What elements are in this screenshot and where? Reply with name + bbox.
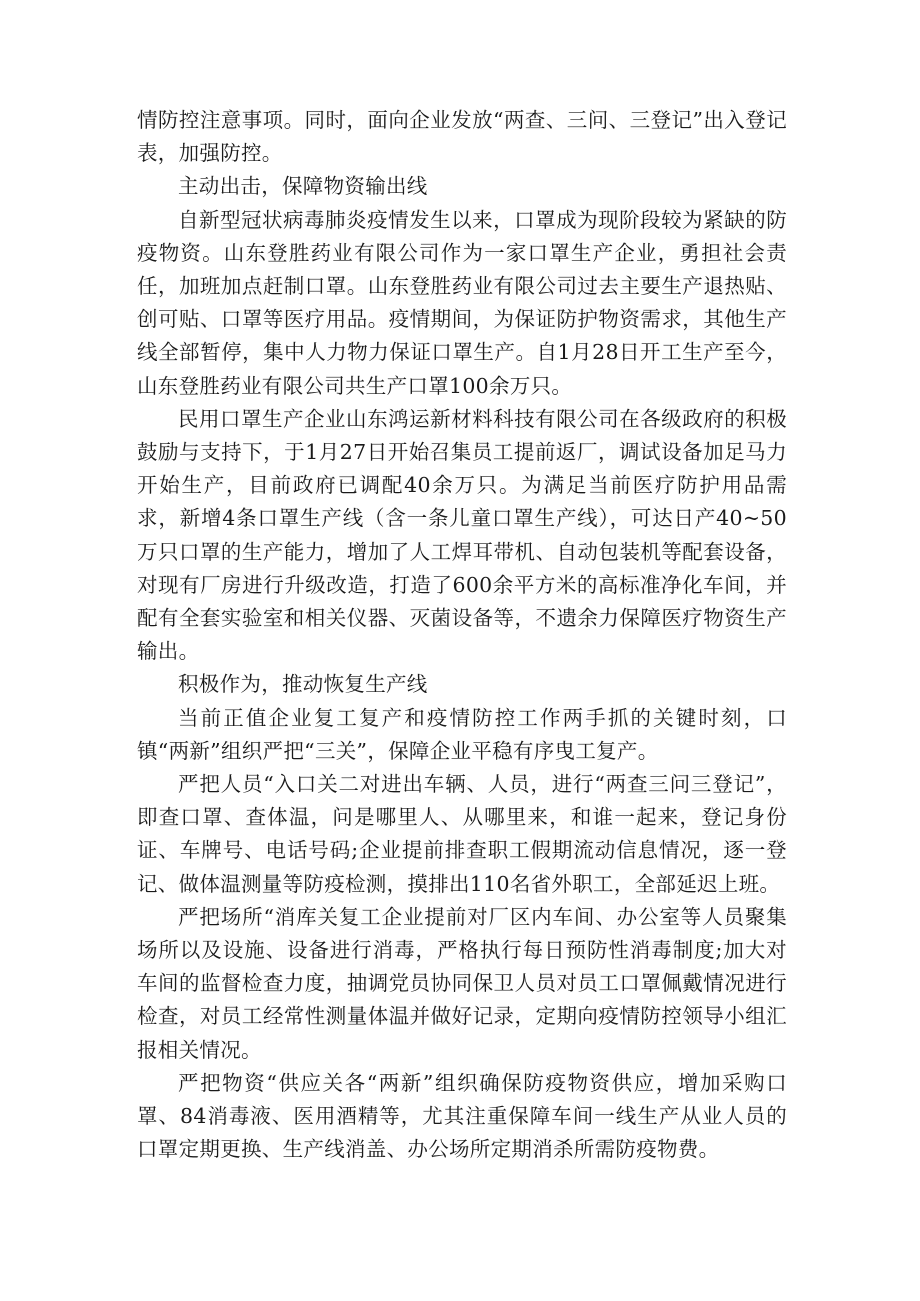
paragraph-personnel: 严把人员“入口关二对进出车辆、人员，进行“两查三问三登记”，即查口罩、查体温，问是哪里人、从哪里来，和谁一起来，登记身份证、车牌号、电话号码;企业提前排查职工假期流动信息情况，逐一登记、做体温测量等防疫检测，摸排出110名省外职工，全部延迟上班。 — [137, 772, 787, 896]
section-heading-supplies: 主动出击，保障物资输出线 — [178, 174, 428, 199]
document-body — [137, 104, 787, 1167]
paragraph-hongyun: 民用口罩生产企业山东鸿运新材料科技有限公司在各级政府的积极鼓励与支持下，于1月27日开始召集员工提前返厂，调试设备加足马力开始生产，目前政府已调配40余万只。为满足当前医疗防护用品需求，新增4条口罩生产线（含一条儿童口罩生产线），可达日产40~50万只口罩的生产能力，增加了人工焊耳带机、自动包装机等配套设备，对现有厂房进行升级改造，打造了600余平方米的高标准净化车间，并配有全套实验室和相关仪器、灭菌设备等，不遗余力保障医疗物资生产输出。 — [137, 406, 787, 664]
paragraph-materials: 严把物资“供应关各“两新”组织确保防疫物资供应，增加采购口罩、84消毒液、医用酒精等，尤其注重保障车间一线生产从业人员的口罩定期更换、生产线消盖、办公场所定期消杀所需防疫物费。 — [137, 1070, 787, 1162]
paragraph-premises: 严把场所“消库关复工企业提前对厂区内车间、办公室等人员聚集场所以及设施、设备进行消毒，严格执行每日预防性消毒制度;加大对车间的监督检查力度，抽调党员协同保卫人员对员工口罩佩戴情况进行检查，对员工经常性测量体温并做好记录，定期向疫情防控领导小组汇报相关情况。 — [137, 904, 787, 1062]
paragraph-continuation: 情防控注意事项。同时，面向企业发放“两查、三问、三登记”出入登记表，加强防控。 — [137, 108, 787, 166]
paragraph-dengsheng: 自新型冠状病毒肺炎疫情发生以来，口罩成为现阶段较为紧缺的防疫物资。山东登胜药业有限公司作为一家口罩生产企业，勇担社会责任，加班加点赶制口罩。山东登胜药业有限公司过去主要生产退热贴、创可贴、口罩等医疗用品。疫情期间，为保证防护物资需求，其他生产线全部暂停，集中人力物力保证口罩生产。自1月28日开工生产至今，山东登胜药业有限公司共生产口罩100余万只。 — [137, 207, 787, 398]
paragraph-three-checks: 当前正值企业复工复产和疫情防控工作两手抓的关键时刻，口镇“两新”组织严把“三关”，保障企业平稳有序曳工复产。 — [137, 705, 787, 763]
section-heading-production: 积极作为，推动恢复生产线 — [178, 672, 428, 697]
